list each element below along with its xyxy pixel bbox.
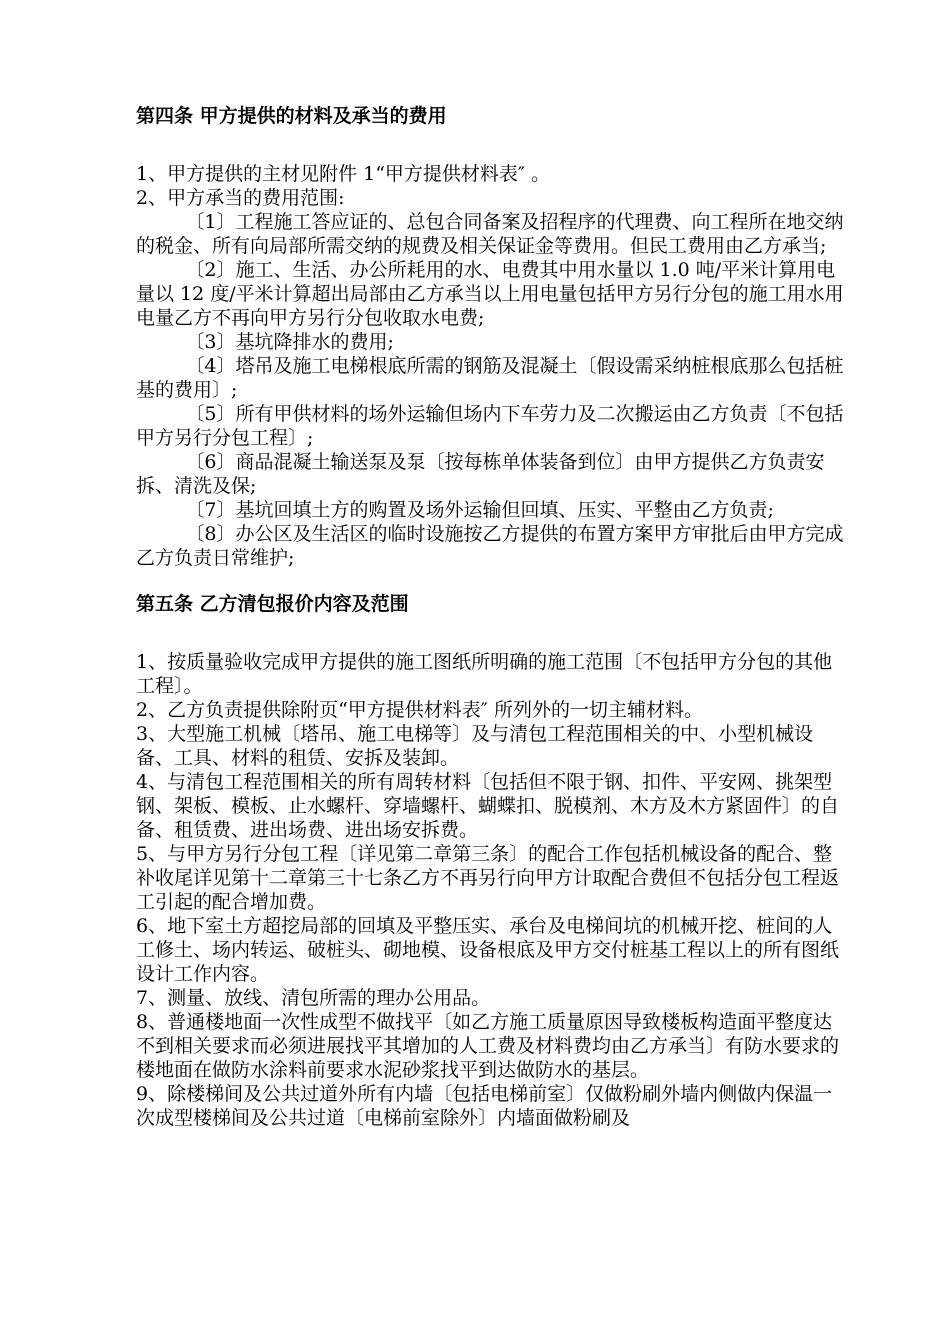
- section-5-heading: 第五条 乙方清包报价内容及范围: [136, 593, 409, 615]
- s5-item-7: 7、测量、放线、清包所需的理办公用品。: [136, 987, 491, 1009]
- s4-sub-4: 〔4〕塔吊及施工电梯根底所需的钢筋及混凝土〔假设需采纳桩根底那么包括桩基的费用〕;: [136, 355, 844, 401]
- s4-sub-5: 〔5〕所有甲供材料的场外运输但场内下车劳力及二次搬运由乙方负责〔不包括甲方另行分包工程〕;: [136, 403, 844, 449]
- s4-sub-8: 〔8〕办公区及生活区的临时设施按乙方提供的布置方案甲方审批后由甲方完成乙方负责日常维护;: [136, 523, 844, 569]
- s5-item-2: 2、乙方负责提供除附页“甲方提供材料表″ 所列外的一切主辅材料。: [136, 699, 703, 721]
- s4-sub-7: 〔7〕基坑回填土方的购置及场外运输但回填、压实、平整由乙方负责;: [185, 499, 774, 521]
- s5-item-5: 5、与甲方另行分包工程〔详见第二章第三条〕的配合工作包括机械设备的配合、整补收尾详见第十二章第三十七条乙方不再另行向甲方计取配合费但不包括分包工程返工引起的配合增加费。: [136, 843, 840, 913]
- s5-item-3: 3、大型施工机械〔塔吊、施工电梯等〕及与清包工程范围相关的中、小型机械设备、工具、材料的租赁、安拆及装卸。: [136, 723, 814, 769]
- section-4-heading: 第四条 甲方提供的材料及承当的费用: [136, 105, 447, 127]
- s5-item-6: 6、地下室土方超挖局部的回填及平整压实、承台及电梯间坑的机械开挖、桩间的人工修土、场内转运、破桩头、砌地模、设备根底及甲方交付桩基工程以上的所有图纸设计工作内容。: [136, 915, 840, 985]
- s4-item-2: 2、甲方承当的费用范围:: [136, 187, 345, 209]
- s4-sub-3: 〔3〕基坑降排水的费用;: [185, 331, 394, 353]
- s5-item-9: 9、除楼梯间及公共过道外所有内墙〔包括电梯前室〕仅做粉刷外墙内侧做内保温一次成型楼梯间及公共过道〔电梯前室除外〕内墙面做粉刷及: [136, 1083, 833, 1129]
- s4-item-1: 1、甲方提供的主材见附件 1“甲方提供材料表″ 。: [136, 163, 551, 185]
- s4-sub-2: 〔2〕施工、生活、办公所耗用的水、电费其中用水量以 1.0 吨/平米计算用电量以 12 度/平米计算超出局部由乙方承当以上用电量包括甲方另行分包的施工用水用电量乙方不再向甲方另行分包收取水电费;: [136, 259, 844, 329]
- s4-sub-1: 〔1〕工程施工答应证的、总包合同备案及招程序的代理费、向工程所在地交纳的税金、所有向局部所需交纳的规费及相关保证金等费用。但民工费用由乙方承当;: [136, 211, 844, 257]
- s4-sub-6: 〔6〕商品混凝土输送泵及泵〔按每栋单体装备到位〕由甲方提供乙方负责安拆、清洗及保;: [136, 451, 825, 497]
- s5-item-4: 4、与清包工程范围相关的所有周转材料〔包括但不限于钢、扣件、平安网、挑架型钢、架板、模板、止水螺杆、穿墙螺杆、蝴蝶扣、脱模剂、木方及木方紧固件〕的自备、租赁费、进出场费、进出场安拆费。: [136, 771, 840, 841]
- s5-item-8: 8、普通楼地面一次性成型不做找平〔如乙方施工质量原因导致楼板构造面平整度达不到相关要求而必须进展找平其增加的人工费及材料费均由乙方承当〕有防水要求的楼地面在做防水涂料前要求水泥砂浆找平到达做防水的基层。: [136, 1011, 840, 1081]
- s5-item-1: 1、按质量验收完成甲方提供的施工图纸所明确的施工范围〔不包括甲方分包的其他工程〕。: [136, 651, 833, 697]
